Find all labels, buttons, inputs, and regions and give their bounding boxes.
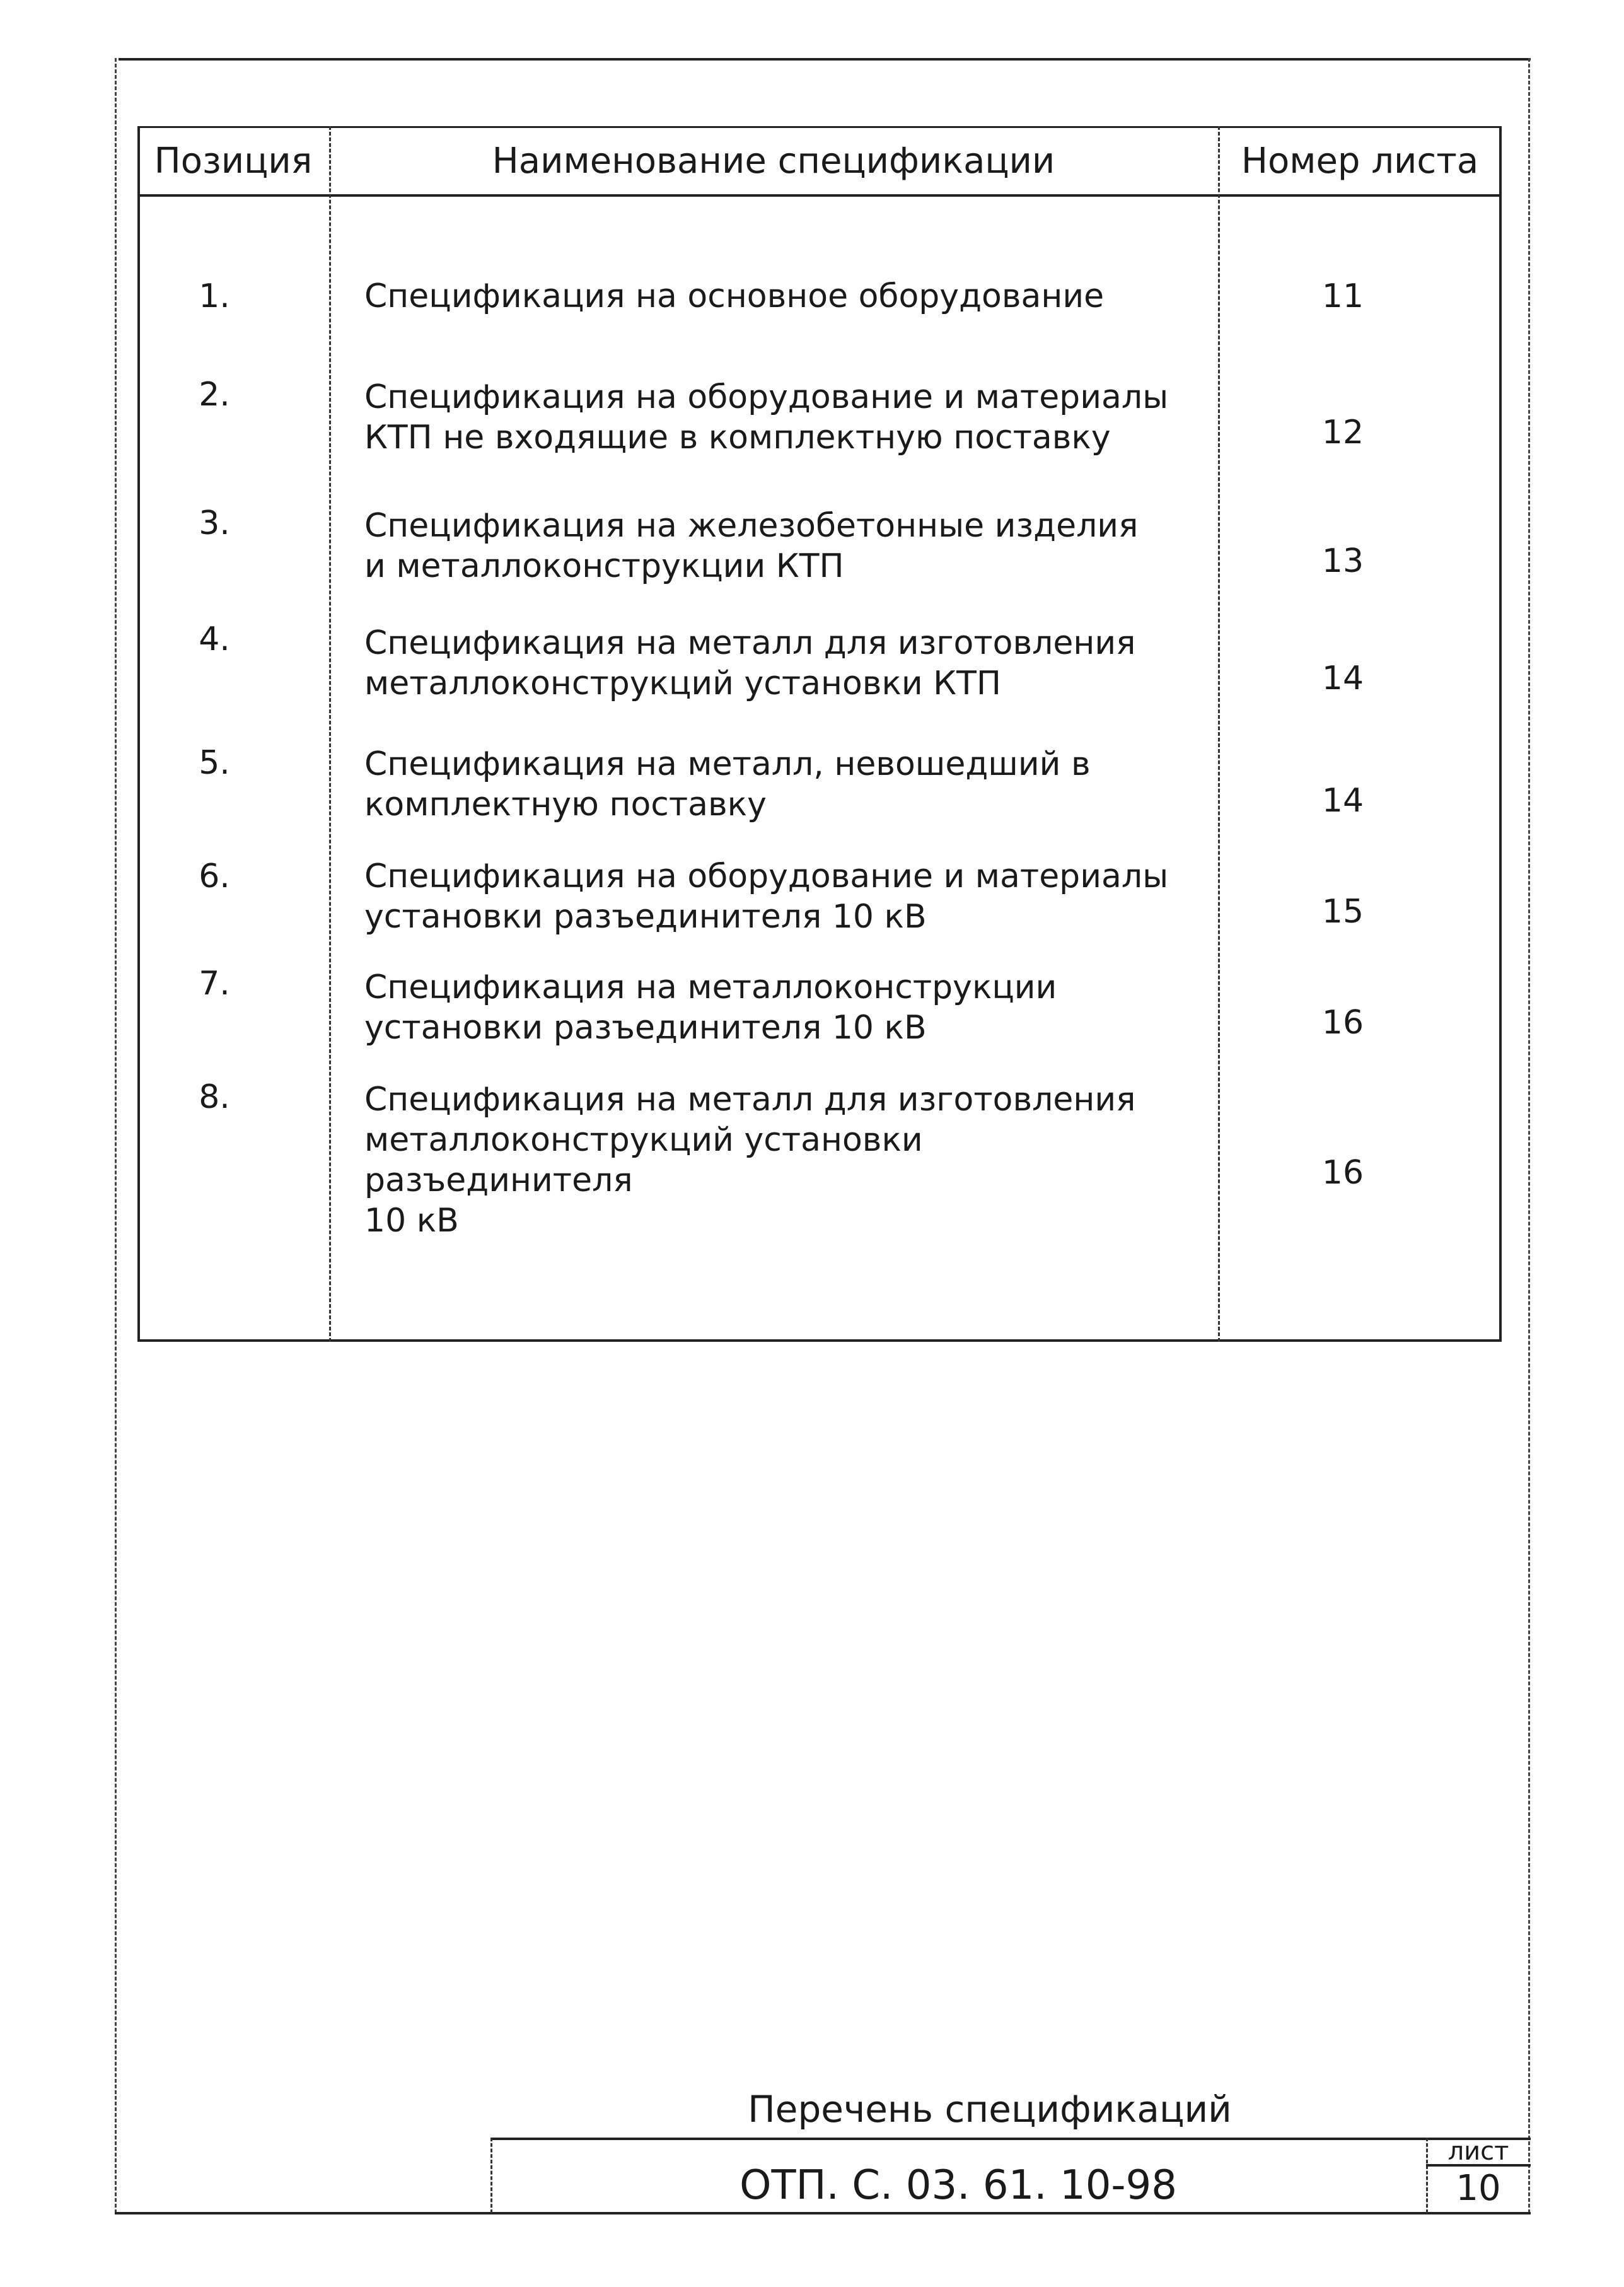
row-sheet-number: 14: [1321, 782, 1364, 820]
header-position: Позиция: [154, 141, 313, 182]
row-name: [364, 967, 1197, 1048]
sheet-title: Перечень спецификаций: [748, 2088, 1232, 2131]
document-code: ОТП. С. 03. 61. 10-98: [740, 2162, 1177, 2209]
row-name-line: металлоконструкций установки разъединителя: [364, 1121, 923, 1199]
row-name-line: Спецификация на металл для изготовления: [364, 624, 1136, 662]
row-name: [364, 377, 1197, 458]
sheet-frame-top: [119, 58, 1531, 61]
row-position: 6.: [199, 858, 230, 895]
header-name: Наименование спецификации: [492, 141, 1055, 182]
row-name-line: Спецификация на металлоконструкции: [364, 969, 1057, 1006]
row-position: 4.: [199, 620, 230, 658]
table-top-border: [137, 126, 1502, 128]
column-divider-1: [329, 126, 331, 1342]
row-name-line: Спецификация на железобетонные изделия: [364, 507, 1139, 545]
header-sheet-number: Номер листа: [1241, 141, 1479, 182]
row-sheet-number: 13: [1321, 542, 1364, 580]
row-name-line: установки разъединителя 10 кВ: [364, 898, 927, 936]
sheet-frame-right: [1528, 58, 1530, 2213]
row-sheet-number: 16: [1321, 1004, 1364, 1042]
column-divider-2: [1218, 126, 1220, 1342]
sheet-label: лист: [1447, 2137, 1509, 2166]
row-name: [364, 1079, 1197, 1241]
row-name-line: Спецификация на металл, невошедший в: [364, 745, 1091, 783]
title-block-left-border: [490, 2138, 492, 2213]
row-name-line: и металлоконструкции КТП: [364, 547, 844, 585]
sheet-frame-left: [115, 58, 117, 2213]
row-name-line: КТП не входящие в комплектную поставку: [364, 419, 1111, 457]
sheet-frame-bottom: [115, 2212, 1531, 2214]
row-sheet-number: 12: [1321, 414, 1364, 451]
row-name-line: Спецификация на металл для изготовления: [364, 1081, 1136, 1119]
row-sheet-number: 16: [1321, 1154, 1364, 1192]
row-name: [364, 623, 1197, 704]
row-position: 7.: [199, 965, 230, 1003]
row-position: 2.: [199, 376, 230, 414]
row-name-line: металлоконструкций установки КТП: [364, 665, 1001, 702]
row-name: [364, 856, 1197, 937]
row-name-line: установки разъединителя 10 кВ: [364, 1009, 927, 1047]
row-name-line: Спецификация на оборудование и материалы: [364, 378, 1169, 416]
row-sheet-number: 11: [1321, 277, 1364, 315]
row-name: [364, 744, 1197, 825]
row-name-line: Спецификация на основное оборудование: [364, 277, 1105, 315]
row-sheet-number: 15: [1321, 893, 1364, 931]
sheet-number: 10: [1456, 2168, 1501, 2209]
row-name: [364, 506, 1197, 586]
row-position: 3.: [199, 504, 230, 542]
row-name-line: 10 кВ: [364, 1202, 459, 1240]
row-position: 1.: [199, 277, 230, 315]
row-name-line: Спецификация на оборудование и материалы: [364, 858, 1169, 895]
title-block-top-border: [490, 2138, 1531, 2140]
row-position: 5.: [199, 744, 230, 782]
title-block-separator: [1426, 2138, 1428, 2213]
row-position: 8.: [199, 1078, 230, 1116]
header-divider: [137, 194, 1502, 197]
row-sheet-number: 14: [1321, 660, 1364, 697]
row-name-line: комплектную поставку: [364, 786, 767, 823]
row-name: [364, 276, 1197, 317]
